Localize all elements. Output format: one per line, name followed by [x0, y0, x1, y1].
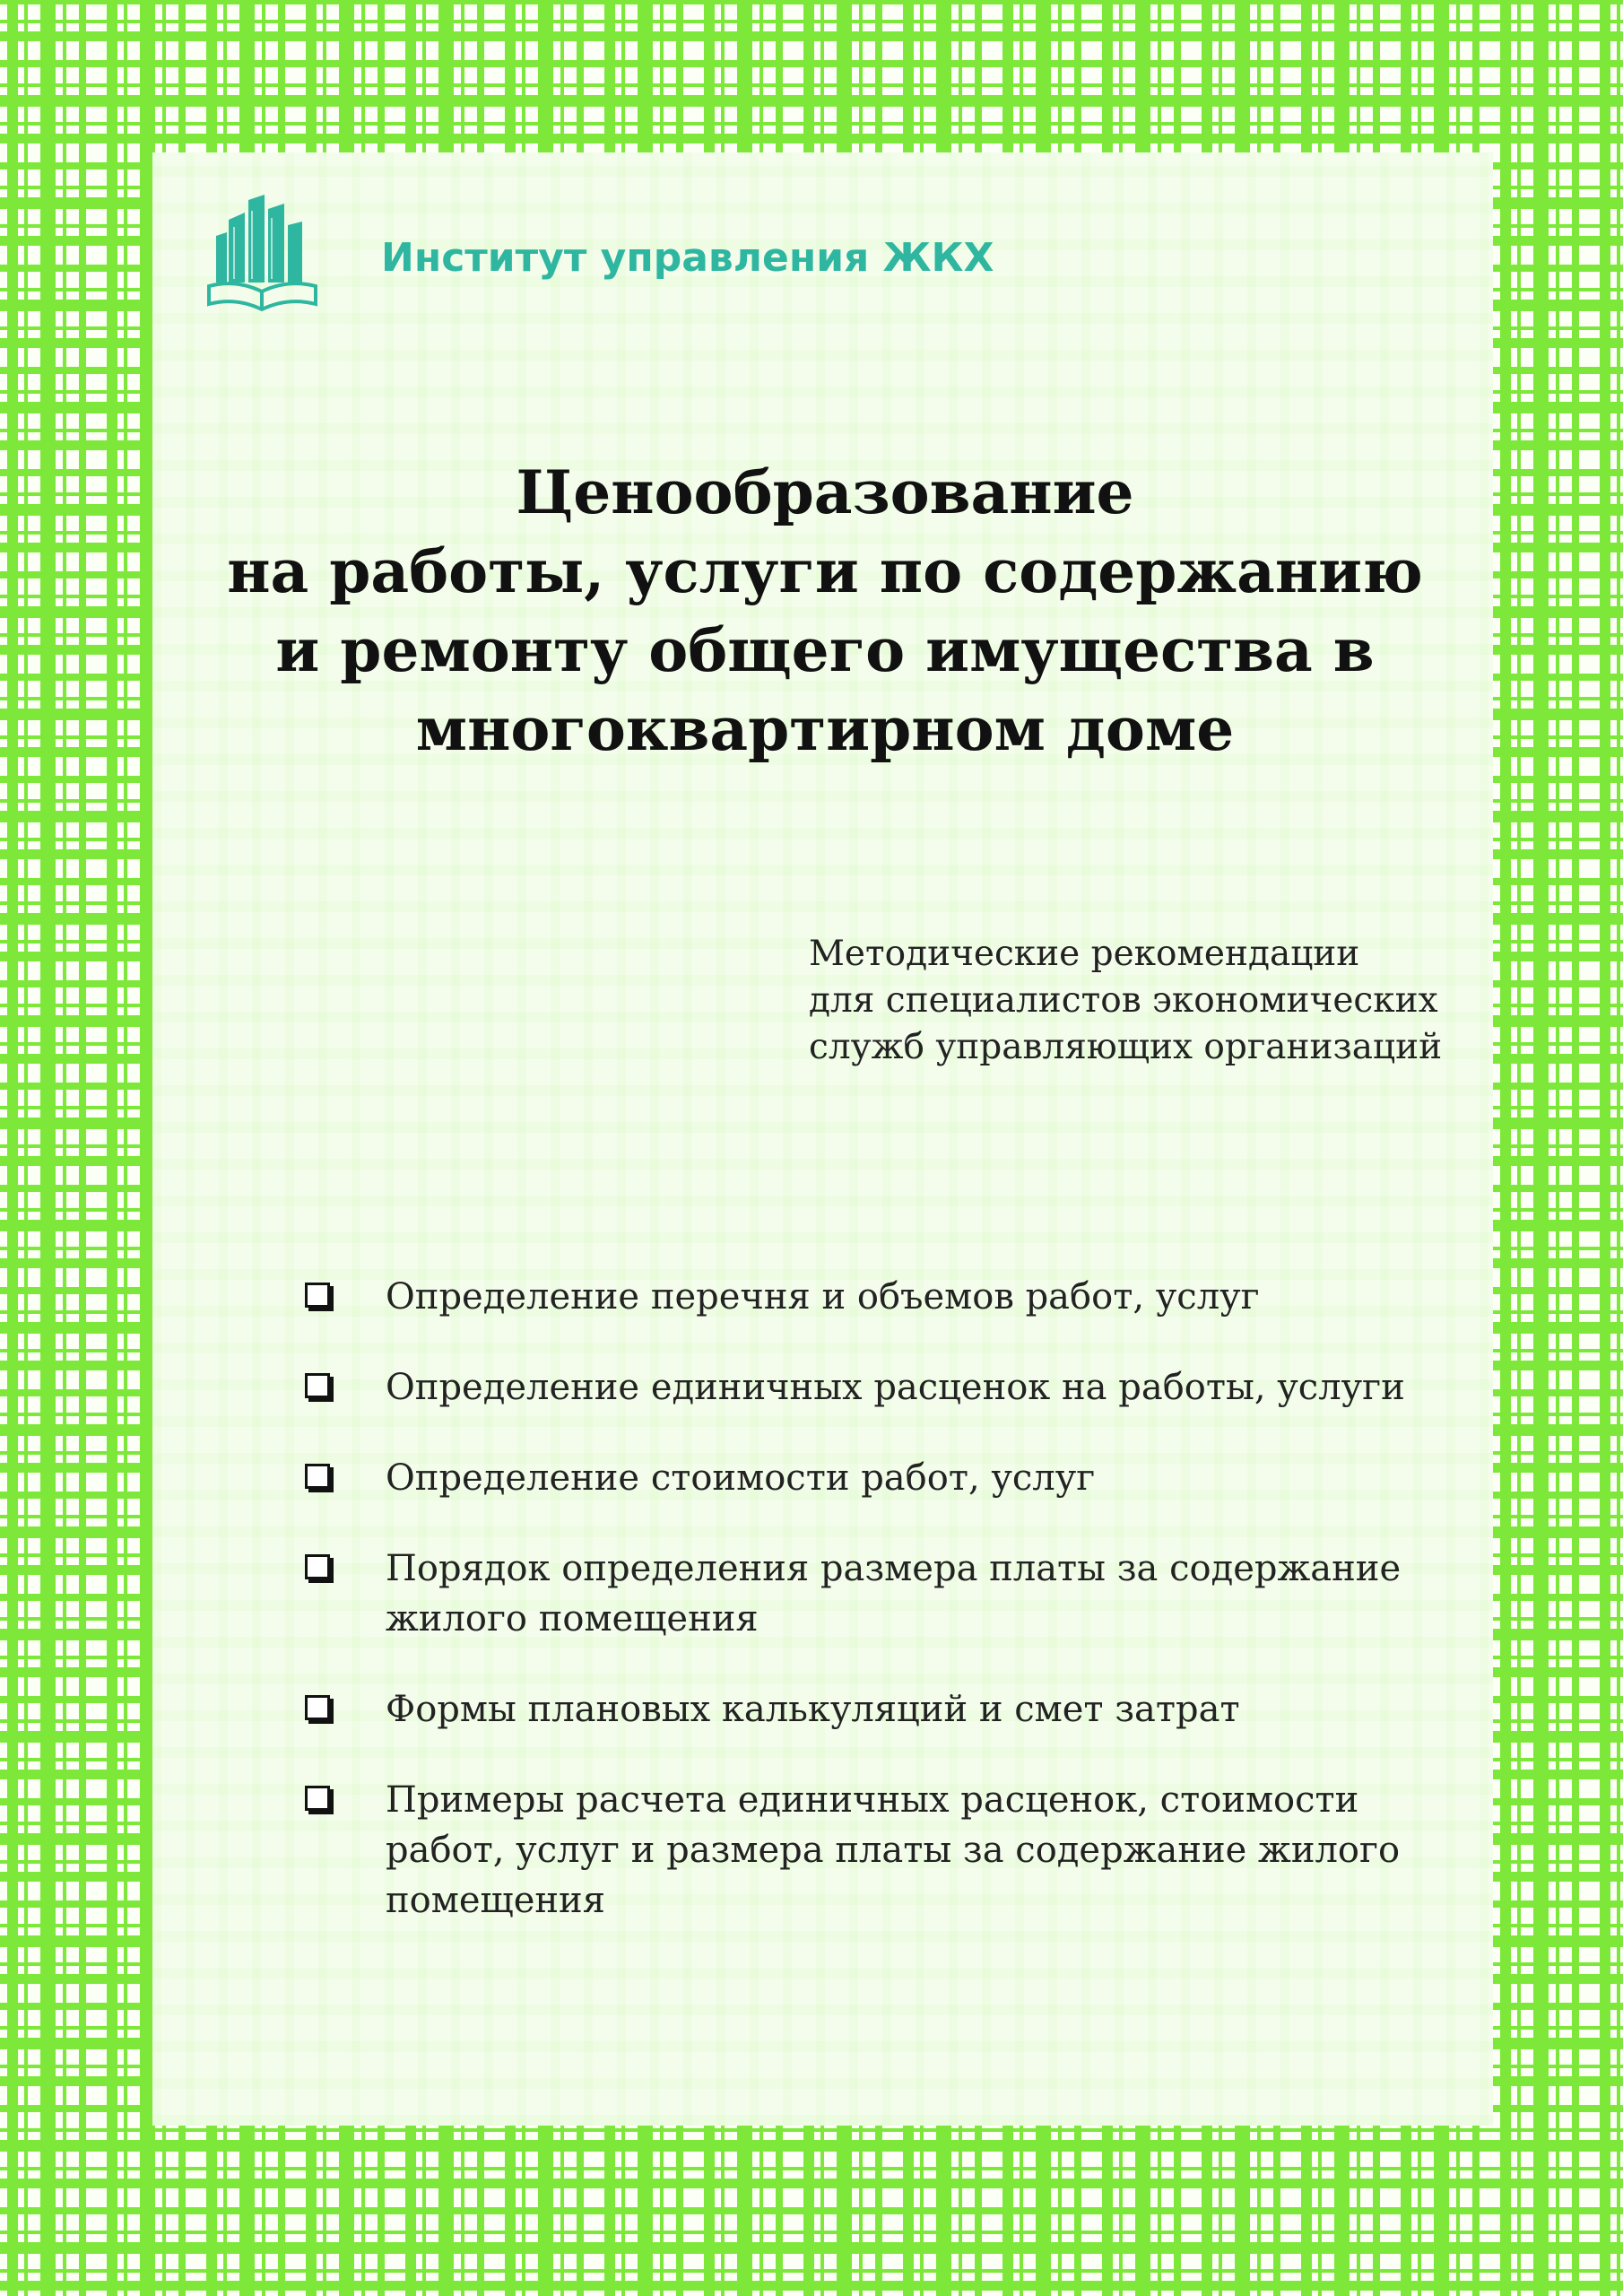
list-item: [305, 1453, 1471, 1503]
checkbox-bullet-icon: [305, 1464, 330, 1489]
title-line: многоквартирном доме: [415, 694, 1235, 764]
list-item-text: Определение единичных расценок на работы, услуги: [386, 1367, 1405, 1408]
checkbox-bullet-icon: [305, 1373, 330, 1398]
checkbox-bullet-icon: [305, 1786, 330, 1811]
document-subtitle: [809, 931, 1442, 1071]
list-item: [305, 1544, 1471, 1644]
list-item: [305, 1362, 1471, 1413]
title-line: Ценообразование: [516, 457, 1134, 527]
list-item-text: Определение перечня и объемов работ, услуг: [386, 1276, 1260, 1318]
list-item-text: Примеры расчета единичных расценок, стоимости: [386, 1779, 1359, 1821]
topics-list: [305, 1272, 1471, 1966]
list-item-text: Порядок определения размера платы за содержание: [386, 1548, 1402, 1589]
list-item-text: работ, услуг и размера платы за содержание жилого: [386, 1830, 1401, 1871]
list-item-text: Формы плановых калькуляций и смет затрат: [386, 1689, 1240, 1730]
list-item: [305, 1272, 1471, 1322]
subtitle-line: Методические рекомендации: [809, 934, 1360, 974]
title-line: на работы, услуги по содержанию: [227, 536, 1423, 606]
checkbox-bullet-icon: [305, 1283, 330, 1308]
subtitle-line: для специалистов экономических: [809, 980, 1438, 1021]
list-item-text: жилого помещения: [386, 1598, 759, 1639]
checkbox-bullet-icon: [305, 1695, 330, 1720]
list-item-text: помещения: [386, 1880, 605, 1921]
list-item: [305, 1684, 1471, 1735]
document-title: [152, 453, 1497, 769]
subtitle-line: служб управляющих организаций: [809, 1027, 1443, 1067]
institute-name: Институт управления ЖКХ: [381, 235, 994, 281]
building-book-logo-icon: [202, 193, 323, 314]
title-line: и ремонту общего имущества в: [275, 615, 1375, 685]
checkbox-bullet-icon: [305, 1554, 330, 1579]
list-item: [305, 1775, 1471, 1926]
list-item-text: Определение стоимости работ, услуг: [386, 1457, 1096, 1499]
